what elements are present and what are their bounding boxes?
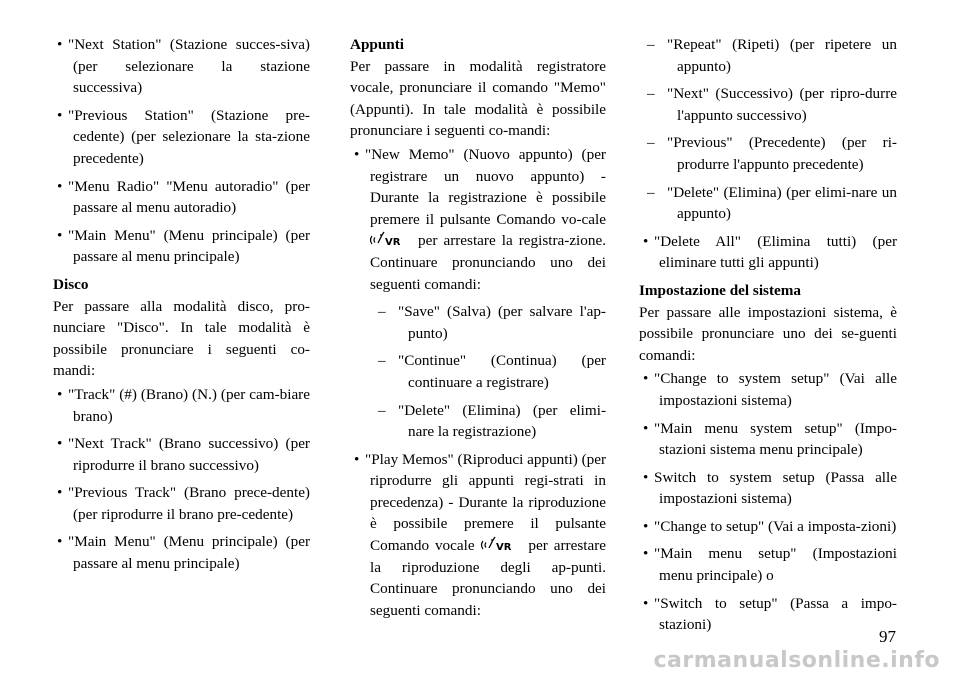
voice-command-vr-icon: [373, 230, 409, 248]
list-item: • "Delete All" (Elimina tutti) (per eliminare tutti gli appunti): [639, 231, 897, 274]
section-heading-disco: Disco: [53, 275, 89, 293]
voice-command-vr-icon: [484, 535, 520, 553]
column-right: [639, 34, 897, 642]
column-left: [53, 34, 310, 581]
sub-list-item: – "Continue" (Continua) (per continuare a registrare): [370, 350, 606, 393]
list-item: • Switch to system setup (Passa alle impostazioni sistema): [639, 467, 897, 510]
list-item: • "Previous Station" (Stazione pre-cedente) (per selezionare la sta-zione precedente): [53, 105, 310, 170]
sub-list-item: – "Previous" (Precedente) (per ri-produrre l'appunto precedente): [639, 132, 897, 175]
list-item: • "Next Station" (Stazione succes-siva) (per selezionare la stazione successiva): [53, 34, 310, 99]
new-memo-text-b: per arrestare la registra-zione. Continuare pronunciando uno dei seguenti comandi:: [370, 232, 607, 293]
list-item: • "Main Menu" (Menu principale) (per passare al menu principale): [53, 531, 310, 574]
sub-list-item: – "Delete" (Elimina) (per elimi-nare la registrazione): [370, 400, 606, 443]
list-item: • "Previous Track" (Brano prece-dente) (per riprodurre il brano pre-cedente): [53, 482, 310, 525]
list-item: • "Next Track" (Brano successivo) (per riprodurre il brano successivo): [53, 433, 310, 476]
system-setup-commands-list: [639, 368, 897, 636]
list-item: • "Change to setup" (Vai a imposta-zioni): [639, 516, 897, 538]
play-memos-text-a: "Play Memos" (Riproduci appunti) (per riprodurre gli appunti regi-strati in precedenza) - Durante la riproduzione è possibile premere il pulsante Comando vocale: [365, 450, 607, 555]
new-memo-sub-list: [370, 301, 606, 443]
list-item: • "Track" (#) (Brano) (N.) (per cam-biare brano): [53, 384, 310, 427]
list-item: • "Switch to setup" (Passa a impo-stazioni): [639, 593, 897, 636]
sub-list-item: – "Delete" (Elimina) (per elimi-nare un appunto): [639, 182, 897, 225]
watermark: carmanualsonline.info: [653, 648, 940, 673]
section-heading-system-setup: Impostazione del sistema: [639, 281, 801, 299]
disco-commands-list: [53, 384, 310, 575]
list-item-new-memo: [350, 144, 606, 443]
memo-commands-list: [350, 144, 606, 621]
vr-icon-label: VR: [495, 542, 511, 554]
sub-list-item: – "Repeat" (Ripeti) (per ripetere un appunto): [639, 34, 897, 77]
play-memos-text-b: per arrestare la riproduzione degli ap-punti. Continuare pronunciando uno dei seguenti comandi:: [370, 537, 606, 619]
section-heading-appunti: Appunti: [350, 36, 405, 53]
page-number: 97: [879, 627, 896, 646]
sub-list-item: – "Save" (Salva) (per salvare l'ap-punto): [370, 301, 606, 344]
list-item: • "Main menu system setup" (Impo-stazioni sistema menu principale): [639, 418, 897, 461]
list-item: • "Menu Radio" "Menu autoradio" (per passare al menu autoradio): [53, 176, 310, 219]
list-item-play-memos: [350, 449, 606, 622]
delete-all-list: [639, 231, 897, 274]
column-middle: [350, 34, 606, 627]
list-item: • "Change to system setup" (Vai alle impostazioni sistema): [639, 368, 897, 411]
vr-icon-label: VR: [385, 237, 401, 249]
sub-list-item: – "Next" (Successivo) (per ripro-durre l'appunto successivo): [639, 83, 897, 126]
radio-commands-list: [53, 34, 310, 268]
play-memos-sub-list: [639, 34, 897, 225]
disco-intro: Per passare alla modalità disco, pro-nunciare "Disco". In tale modalità è possibile pronunciare i seguenti co-mandi:: [53, 297, 310, 380]
list-item: • "Main menu setup" (Impostazioni menu principale) o: [639, 543, 897, 586]
new-memo-text-a: "New Memo" (Nuovo appunto) (per registrare un nuovo appunto) - Durante la registrazione è possibile premere il pulsante Comando vo-cale: [365, 145, 606, 228]
system-setup-intro: Per passare alle impostazioni sistema, è possibile pronunciare uno dei se-guenti comandi:: [639, 303, 897, 364]
appunti-intro: Per passare in modalità registratore vocale, pronunciare il comando "Memo" (Appunti). In tale modalità è possibile pronunciare i seguenti co-mandi:: [350, 57, 606, 140]
list-item: • "Main Menu" (Menu principale) (per passare al menu principale): [53, 225, 310, 268]
